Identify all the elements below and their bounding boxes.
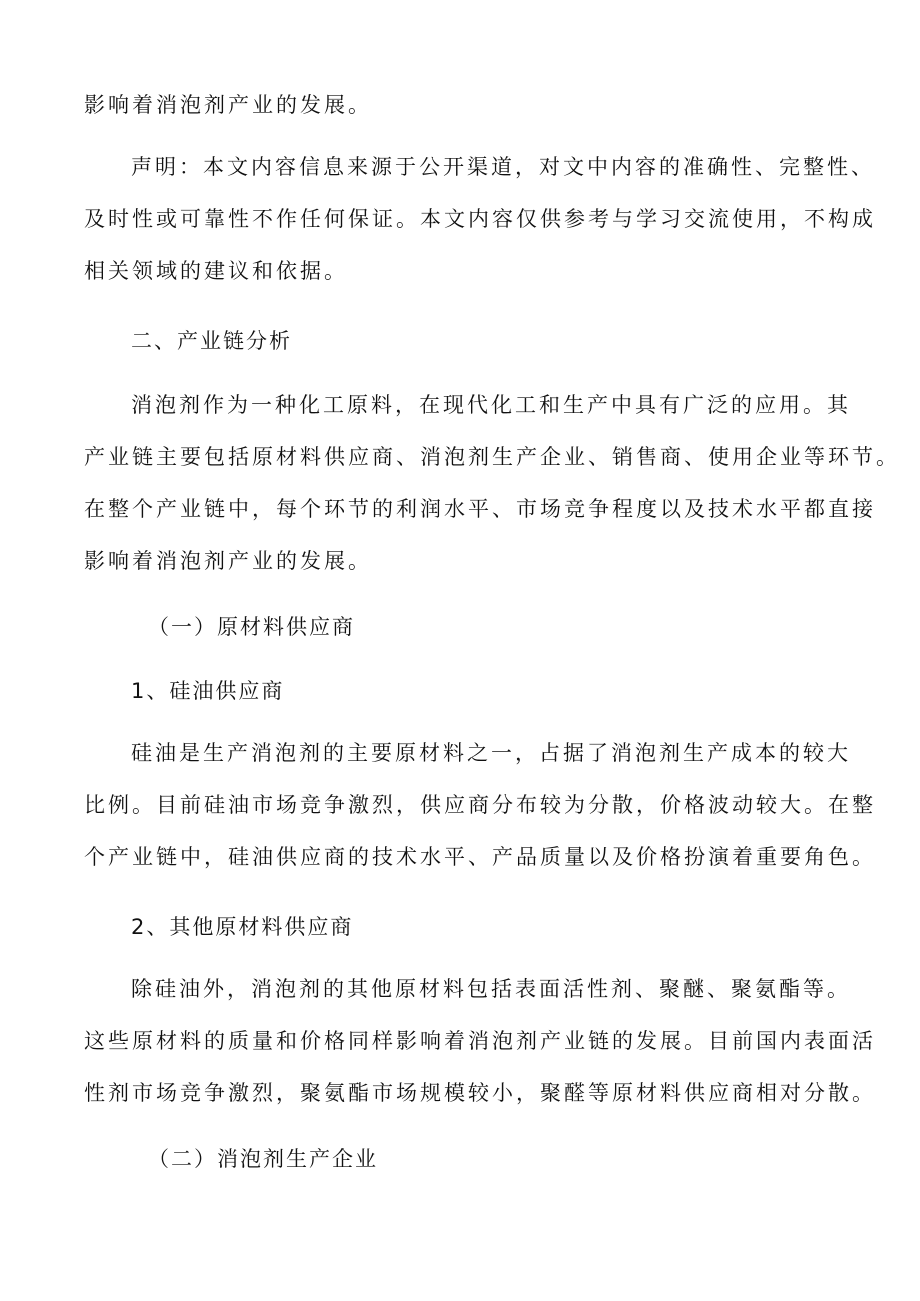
paragraph-line: 消泡剂作为一种化工原料，在现代化工和生产中具有广泛的应用。其: [131, 393, 851, 417]
paragraph-line: 产业链主要包括原材料供应商、消泡剂生产企业、销售商、使用企业等环节。: [84, 445, 900, 469]
disclaimer-line: 声明：本文内容信息来源于公开渠道，对文中内容的准确性、完整性、: [131, 155, 875, 179]
item-heading: 1、硅油供应商: [131, 679, 285, 703]
paragraph-line: 在整个产业链中，每个环节的利润水平、市场竞争程度以及技术水平都直接: [84, 497, 876, 521]
subsection-heading: （二）消泡剂生产企业: [148, 1147, 378, 1171]
paragraph-line: 比例。目前硅油市场竞争激烈，供应商分布较为分散，价格波动较大。在整: [84, 793, 876, 817]
paragraph-line: 个产业链中，硅油供应商的技术水平、产品质量以及价格扮演着重要角色。: [84, 845, 876, 869]
disclaimer-line: 相关领域的建议和依据。: [84, 259, 348, 283]
section-heading: 二、产业链分析: [131, 329, 292, 353]
paragraph-line: 影响着消泡剂产业的发展。: [84, 549, 372, 573]
paragraph-line: 这些原材料的质量和价格同样影响着消泡剂产业链的发展。目前国内表面活: [84, 1029, 876, 1053]
item-heading: 2、其他原材料供应商: [131, 915, 354, 939]
paragraph-line: 除硅油外，消泡剂的其他原材料包括表面活性剂、聚醚、聚氨酯等。: [131, 977, 851, 1001]
paragraph-line: 性剂市场竞争激烈，聚氨酯市场规模较小，聚醛等原材料供应商相对分散。: [84, 1081, 876, 1105]
paragraph-line: 影响着消泡剂产业的发展。: [84, 93, 372, 117]
disclaimer-line: 及时性或可靠性不作任何保证。本文内容仅供参考与学习交流使用，不构成: [84, 207, 876, 231]
subsection-heading: （一）原材料供应商: [148, 615, 355, 639]
paragraph-line: 硅油是生产消泡剂的主要原材料之一，占据了消泡剂生产成本的较大: [131, 741, 851, 765]
